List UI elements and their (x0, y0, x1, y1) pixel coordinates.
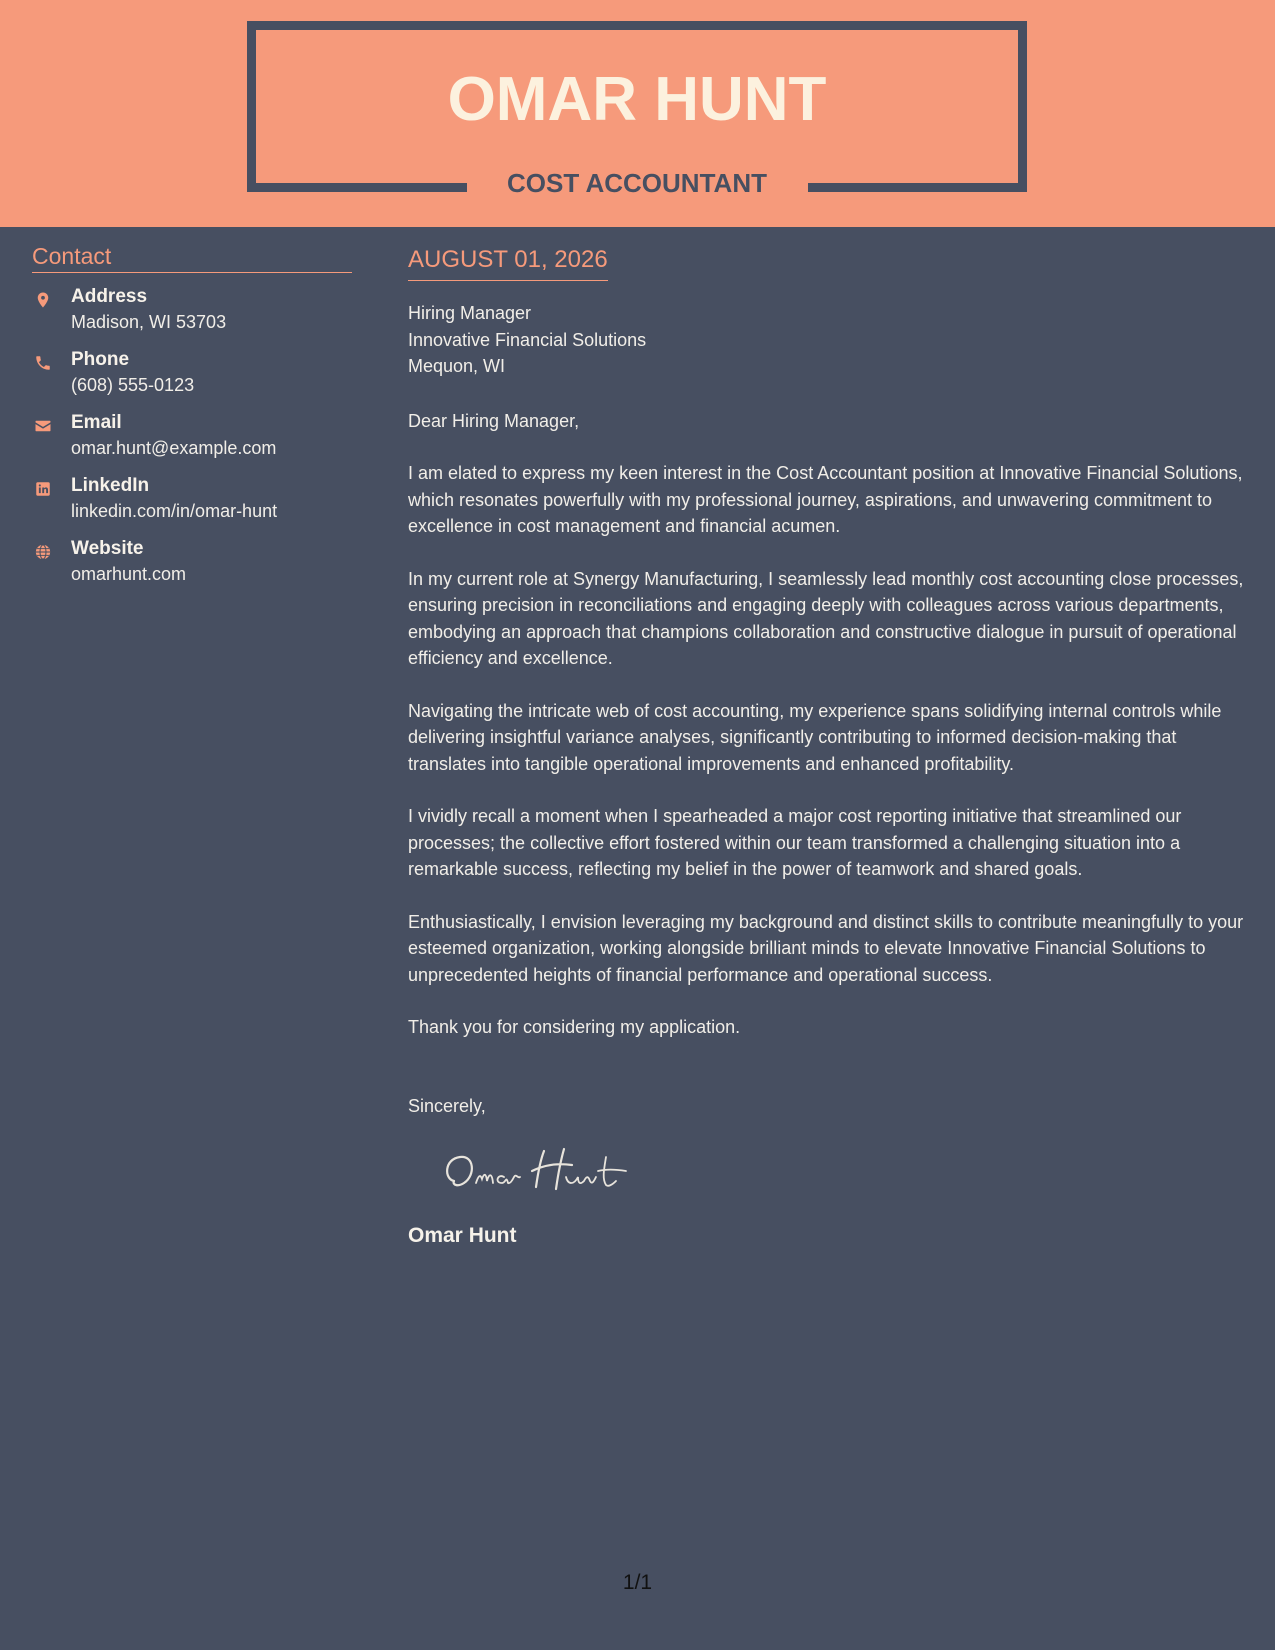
website-label: Website (71, 538, 144, 559)
job-title: COST ACCOUNTANT (507, 168, 767, 198)
page-number: 1/1 (622, 1571, 653, 1594)
address-value: Madison, WI 53703 (71, 312, 227, 332)
signer-name: Omar Hunt (408, 1224, 517, 1247)
header-band (0, 0, 1275, 227)
email-label: Email (71, 412, 122, 433)
contact-phone (32, 348, 352, 411)
email-value[interactable]: omar.hunt@example.com (71, 438, 277, 458)
linkedin-icon (34, 480, 52, 498)
phone-value: (608) 555-0123 (71, 375, 195, 395)
contact-sidebar (32, 240, 352, 600)
recipient-block (408, 300, 1248, 380)
letter-date: AUGUST 01, 2026 (408, 244, 608, 281)
recipient-title: Hiring Manager (408, 303, 532, 323)
body-paragraph-2: In my current role at Synergy Manufacturing, I seamlessly lead monthly cost accounting close processes, ensuring precision in reconciliations and engaging deeply with colleagues across various departments, embodying an approach that champions collaboration and constructive dialogue in pursuit of operational efficiency and excellence. (408, 568, 1244, 668)
closing: Sincerely, (408, 1095, 486, 1116)
salutation: Dear Hiring Manager, (408, 410, 580, 431)
contact-linkedin (32, 474, 352, 537)
map-pin-icon (34, 291, 52, 309)
body-paragraph-5: Enthusiastically, I envision leveraging my background and distinct skills to contribute meaningfully to your esteemed organization, working alongside brilliant minds to elevate Innovative Financial Solutions to unprecedented heights of financial performance and operational success. (408, 911, 1244, 985)
envelope-icon (34, 417, 52, 435)
website-value[interactable]: omarhunt.com (71, 564, 187, 584)
linkedin-value[interactable]: linkedin.com/in/omar-hunt (71, 501, 278, 521)
candidate-name: OMAR HUNT (447, 65, 827, 134)
handwritten-signature (440, 1143, 640, 1199)
contact-email (32, 411, 352, 474)
contact-address (32, 285, 352, 348)
linkedin-label: LinkedIn (71, 475, 150, 496)
phone-label: Phone (71, 349, 130, 370)
recipient-location: Mequon, WI (408, 356, 506, 376)
body-paragraph-1: I am elated to express my keen interest in the Cost Accountant position at Innovative Financial Solutions, which resonates powerfully with my professional journey, aspirations, and unwavering commitment to excellence in cost management and financial acumen. (408, 463, 1243, 536)
contact-website (32, 537, 352, 600)
letter-body (408, 244, 1248, 1250)
recipient-company: Innovative Financial Solutions (408, 329, 647, 350)
globe-icon (34, 543, 52, 561)
body-paragraph-3: Navigating the intricate web of cost accounting, my experience spans solidifying internal controls while delivering insightful variance analyses, significantly contributing to informed decision-making that translates into tangible operational improvements and enhanced profitability. (408, 700, 1222, 774)
address-label: Address (71, 286, 148, 307)
phone-icon (34, 354, 52, 372)
thank-you-line: Thank you for considering my application. (408, 1017, 741, 1037)
body-paragraph-4: I vividly recall a moment when I spearheaded a major cost reporting initiative that streamlined our processes; the collective effort fostered within our team transformed a challenging situation into a remarkable success, reflecting my belief in the power of teamwork and shared goals. (408, 806, 1182, 879)
contact-heading: Contact (32, 240, 352, 273)
